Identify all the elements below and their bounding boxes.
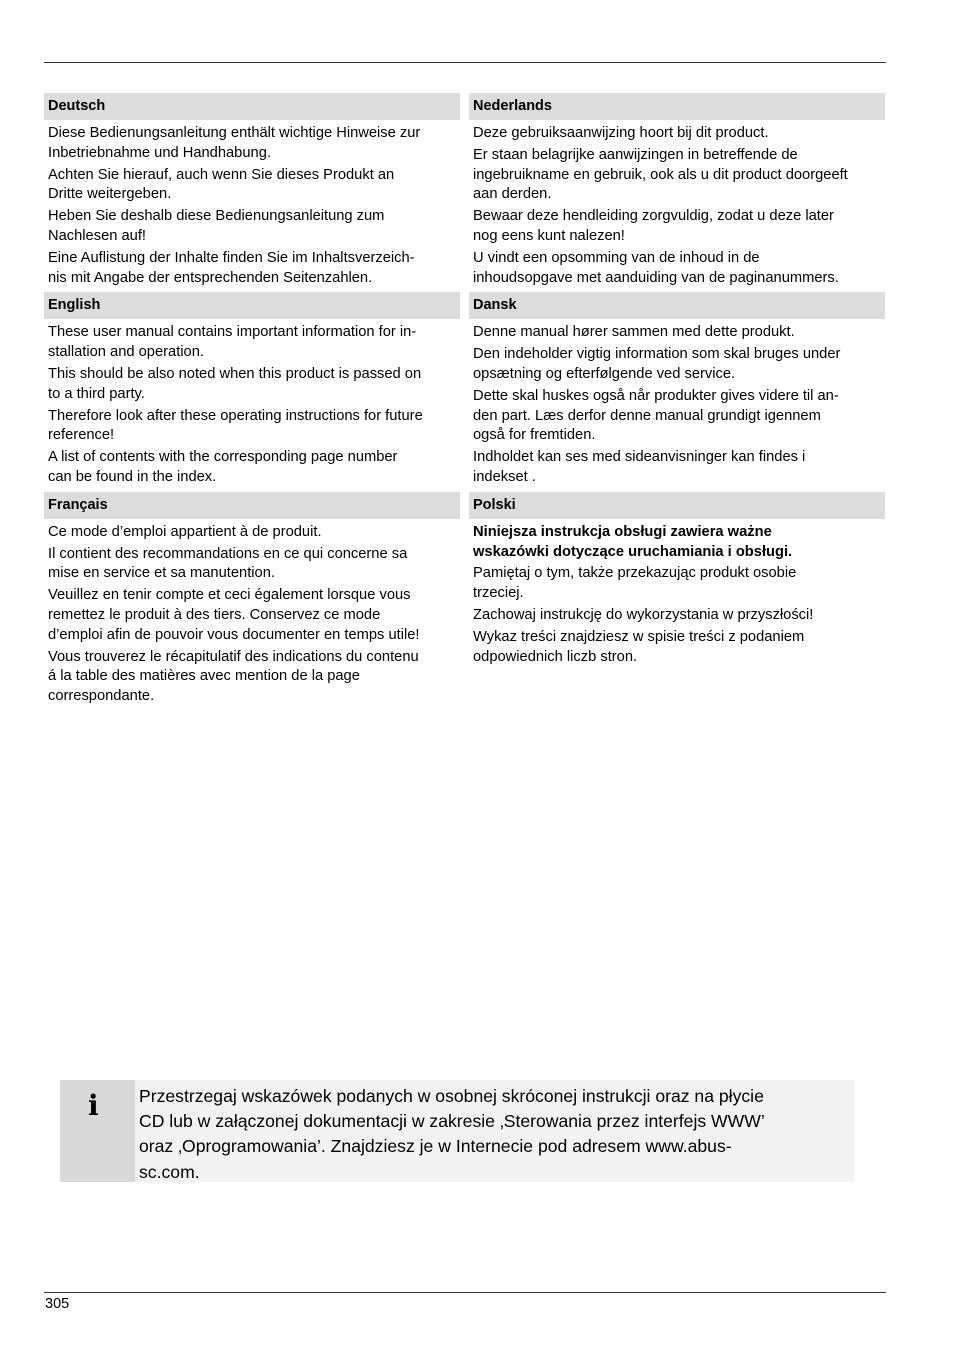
paragraph: Heben Sie deshalb diese Bedienungsanleitung zum Nachlesen auf! xyxy=(48,208,385,244)
section-heading: Dansk xyxy=(469,292,885,319)
paragraph: Den indeholder vigtig information som skal bruges under opsætning og efterfølgende ved service. xyxy=(473,346,841,382)
paragraph: Bewaar deze hendleiding zorgvuldig, zodat u deze later nog eens kunt nalezen! xyxy=(473,208,834,244)
section-heading: Nederlands xyxy=(469,93,885,120)
paragraph: Deze gebruiksaanwijzing hoort bij dit product. xyxy=(473,125,769,141)
info-icon-cell xyxy=(60,1080,135,1182)
paragraph: Ce mode d’emploi appartient à de produit. xyxy=(48,523,322,540)
paragraph: A list of contents with the corresponding page number can be found in the index. xyxy=(48,449,398,485)
info-text: Przestrzegaj wskazówek podanych w osobnej skróconej instrukcji oraz na płycie CD lub w załączonej dokumentacji w zakresie ‚Sterowania przez interfejs WWW’ oraz ‚Oprogramowania’. Znajdziesz je w Internecie pod adresem www.abus- sc.com. xyxy=(139,1086,765,1182)
paragraph: Zachowaj instrukcję do wykorzystania w przyszłości! xyxy=(473,606,814,623)
paragraph: Veuillez en tenir compte et ceci également lorsque vous remettez le produit à des tiers. Conservez ce mode d’emploi afin de pouvoir vous documenter en temps utile! xyxy=(48,587,420,643)
page-number: 305 xyxy=(45,1296,70,1312)
paragraph: This should be also noted when this product is passed on to a third party. xyxy=(48,365,422,402)
section-heading: Deutsch xyxy=(44,93,460,120)
footer-rule xyxy=(44,1292,886,1293)
right-column xyxy=(469,93,885,671)
paragraph: Diese Bedienungsanleitung enthält wichtige Hinweise zur Inbetriebnahme und Handhabung. xyxy=(48,125,421,161)
paragraph: Vous trouverez le récapitulatif des indications du contenu á la table des matières avec mention de la page correspondante. xyxy=(48,648,419,705)
paragraph: U vindt een opsomming van de inhoud in de inhoudsopgave met aanduiding van de paginanummers. xyxy=(473,249,839,286)
section-deutsch xyxy=(44,93,460,288)
paragraph: Er staan belagrijke aanwijzingen in betreffende de ingebruikname en gebruik, ook als u dit product doorgeeft aan derden. xyxy=(473,146,848,203)
section-heading: Français xyxy=(44,492,460,519)
section-body xyxy=(469,120,885,288)
paragraph-bold: Niniejsza instrukcja obsługi zawiera ważne wskazówki dotyczące uruchamiania i obsługi. xyxy=(473,523,793,560)
section-body xyxy=(44,519,460,707)
header-rule xyxy=(44,62,886,63)
section-body xyxy=(469,319,885,487)
paragraph: Il contient des recommandations en ce qui concerne sa mise en service et sa manutention. xyxy=(48,545,408,582)
section-nederlands xyxy=(469,93,885,288)
section-francais xyxy=(44,492,460,707)
paragraph: These user manual contains important information for in- stallation and operation. xyxy=(48,324,417,361)
paragraph: Wykaz treści znajdziesz w spisie treści z podaniem odpowiednich liczb stron. xyxy=(473,628,805,665)
paragraph: Achten Sie hierauf, auch wenn Sie dieses Produkt an Dritte weitergeben. xyxy=(48,166,395,203)
paragraph: Eine Auflistung der Inhalte finden Sie im Inhaltsverzeich- nis mit Angabe der entsprechenden Seitenzahlen. xyxy=(48,249,415,286)
section-heading: English xyxy=(44,292,460,319)
section-polski xyxy=(469,492,885,668)
section-heading: Polski xyxy=(469,492,885,519)
section-body xyxy=(469,519,885,668)
paragraph: Denne manual hører sammen med dette produkt. xyxy=(473,324,795,341)
paragraph: Therefore look after these operating instructions for future reference! xyxy=(48,407,423,444)
section-english xyxy=(44,292,460,487)
paragraph: Indholdet kan ses med sideanvisninger kan findes i indekset . xyxy=(473,449,806,485)
left-column xyxy=(44,93,460,711)
section-body xyxy=(44,120,460,288)
section-dansk xyxy=(469,292,885,487)
paragraph: Pamiętaj o tym, także przekazując produkt osobie trzeciej. xyxy=(473,565,797,602)
info-note xyxy=(60,1080,854,1182)
section-body xyxy=(44,319,460,487)
paragraph: Dette skal huskes også når produkter gives videre til an- den part. Læs derfor denne manual grundigt igennem også for fremtiden. xyxy=(473,387,839,444)
info-icon: i xyxy=(88,1089,99,1122)
